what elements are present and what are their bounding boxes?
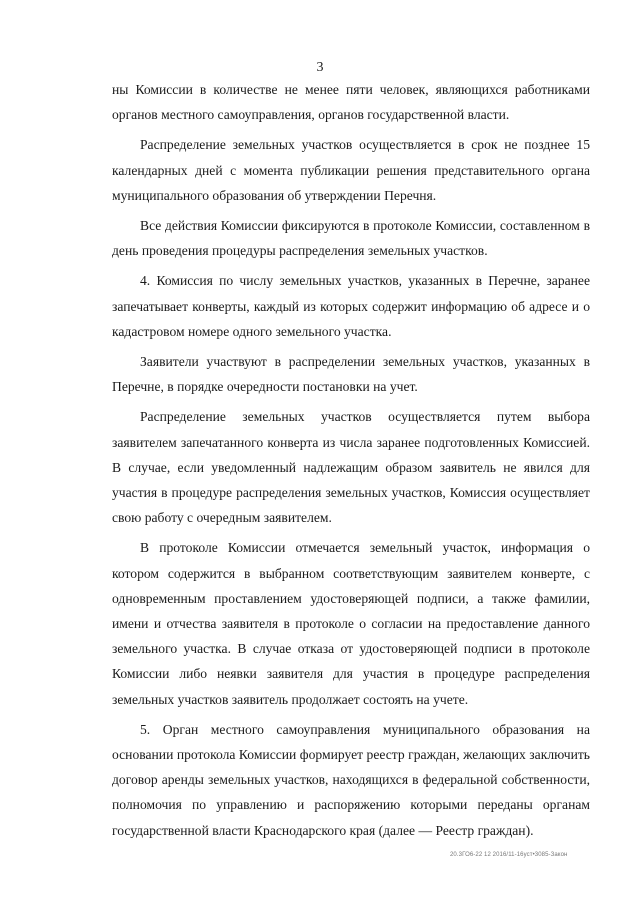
footer-document-code: 20.3ГО6-22 12 2016/11-16уст•3085-Закон	[450, 852, 568, 858]
paragraph: Все действия Комиссии фиксируются в протоколе Комиссии, составленном в день проведения процедуры распределения земельных участков.	[112, 218, 590, 259]
paragraph-continuation: ны Комиссии в количестве не менее пяти человек, являющихся работниками органов местного самоуправления, органов государственной власти.	[112, 82, 590, 123]
paragraph: В протоколе Комиссии отмечается земельный участок, информация о котором содержится в выбранном соответствующим заявителем конверте, с одновременным проставлением удостоверяющей подписи, а также фамилии, имени и отчества заявителя в протоколе о согласии на предоставление данного земельного участка. В случае отказа от удостоверяющей подписи в протоколе Комиссии либо неявки заявителя для участия в процедуре распределения земельных участков заявитель продолжает состоять на учете.	[112, 540, 590, 707]
paragraph: Распределение земельных участков осуществляется в срок не позднее 15 календарных дней с момента публикации решения представительного органа муниципального образования об утверждении Перечня.	[112, 137, 590, 203]
paragraph: 5. Орган местного самоуправления муниципального образования на основании протокола Комиссии формирует реестр граждан, желающих заключить договор аренды земельных участков, находящихся в федеральной собственности, полномочия по управлению и распоряжению которыми переданы органам государственной власти Краснодарского края (далее — Реестр граждан).	[112, 721, 590, 838]
document-body	[112, 77, 590, 848]
paragraph: 4. Комиссия по числу земельных участков, указанных в Перечне, заранее запечатывает конверты, каждый из которых содержит информацию об адресе и о кадастровом номере одного земельного участка.	[112, 273, 590, 339]
paragraph: Распределение земельных участков осуществляется путем выбора заявителем запечатанного конверта из числа заранее подготовленных Комиссией. В случае, если уведомленный надлежащим образом заявитель не явился для участия в процедуре распределения земельных участков, Комиссия осуществляет свою работу с очередным заявителем.	[112, 409, 590, 526]
page-number: 3	[316, 60, 324, 75]
paragraph: Заявители участвуют в распределении земельных участков, указанных в Перечне, в порядке очередности постановки на учет.	[112, 354, 590, 395]
